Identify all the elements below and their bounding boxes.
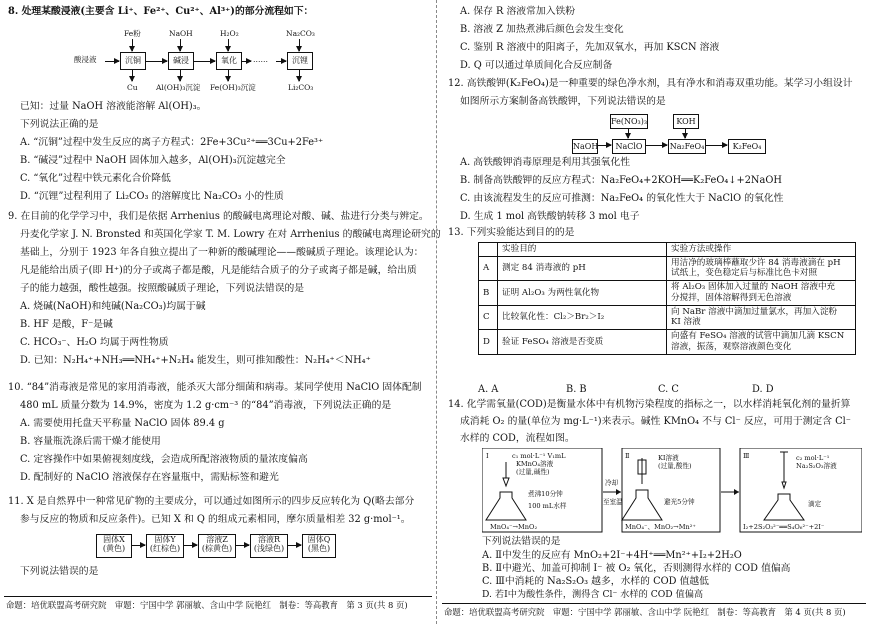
arrow-head bbox=[734, 489, 739, 495]
flow-box-chenli: 沉锂 bbox=[287, 52, 313, 70]
arrow-head bbox=[616, 489, 621, 495]
flow-arrow bbox=[241, 61, 251, 62]
flow-arrow bbox=[276, 61, 286, 62]
q11-line1: 11. X 是自然界中一种常见矿物的主要成分，可以通过如图所示的四步反应转化为 Q(略去部分 bbox=[8, 496, 415, 507]
q11-line2: 参与反应的物质和反应条件)。已知 X 和 Q 的组成元素相同，摩尔质量相差 32 g·mol⁻¹。 bbox=[20, 514, 411, 525]
op-line: 向盛有 FeSO₄ 溶液的试管中滴加几滴 KSCN bbox=[671, 331, 845, 342]
q13-choice-c: C. C bbox=[658, 384, 679, 395]
q9-option-b: B. HF 是酸，F⁻是碱 bbox=[20, 319, 113, 330]
table-header-cell bbox=[479, 243, 498, 257]
reagent-naoh: NaOH bbox=[169, 29, 193, 38]
q11-option-b: B. 溶液 Z 加热煮沸后颜色会发生变化 bbox=[460, 24, 624, 35]
q13-choice-b: B. B bbox=[566, 384, 587, 395]
table-cell-key: D bbox=[479, 330, 498, 354]
flow-arrow bbox=[131, 545, 145, 546]
q14-option-c: C. Ⅲ中消耗的 Na₂S₂O₃ 越多，水样的 COD 值越低 bbox=[482, 576, 709, 587]
q11-box-q bbox=[302, 534, 336, 558]
table-cell-op bbox=[667, 330, 856, 354]
right-footer: 命题：培优联盟高考研究院 审题：宁国中学 郭丽敏、含山中学 阮艳红 制卷：等高教育 第 4 页(共 8 页) bbox=[444, 607, 846, 617]
q11-box-y bbox=[146, 534, 184, 558]
q13-choice-a: A. A bbox=[478, 384, 499, 395]
q14-line1: 14. 化学需氧量(COD)是衡量水体中有机物污染程度的指标之一，以水样消耗氧化剂的量折算 bbox=[448, 399, 851, 410]
q9-line3: 基础上，分别于 1923 年各自独立提出了一种新的酸碱理论——酸碱质子理论。该理论认为： bbox=[20, 247, 424, 258]
output-aloh3: Al(OH)₃沉淀 bbox=[156, 83, 201, 92]
q8-ask: 下列说法正确的是 bbox=[20, 119, 99, 130]
table-header-cell: 实验目的 bbox=[498, 243, 667, 257]
flow-arrow bbox=[705, 145, 727, 146]
q10-line1: 10. “84”消毒液是常见的家用消毒液，能杀灭大部分细菌和病毒。某同学使用 NaClO 固体配制 bbox=[8, 382, 422, 393]
reagent1-cond: (过量,碱性) bbox=[516, 468, 550, 476]
q9-option-d: D. 已知：N₂H₄⁺+NH₃══NH₄⁺+N₂H₄ 能发生，则可推知酸性：N₂H₄⁺＜NH₄⁺ bbox=[20, 355, 371, 366]
op-line: KI 溶液 bbox=[671, 317, 701, 328]
flow-arrow bbox=[105, 61, 119, 62]
q11-box-r bbox=[250, 534, 288, 558]
flask-icon bbox=[764, 494, 804, 520]
table-header-row bbox=[479, 243, 856, 257]
flow-arrow bbox=[145, 61, 167, 62]
output-li2co3: Li₂CO₃ bbox=[288, 83, 314, 92]
q8-option-c: C. “氧化”过程中铁元素化合价降低 bbox=[20, 173, 171, 184]
q14-line2: 成消耗 O₂ 的量(单位为 mg·L⁻¹)来表示。碱性 KMnO₄ 不与 Cl⁻ 反应，可用于测定含 Cl⁻ bbox=[460, 416, 851, 427]
reagent1-conc: c₁ mol·L⁻¹ V₁mL bbox=[512, 452, 566, 460]
reagent1-name: KMnO₄溶液 bbox=[516, 460, 554, 468]
q10-option-c: C. 定容操作中如果俯视刻度线，会造成所配溶液物质的量浓度偏高 bbox=[20, 454, 308, 465]
flow-arrow bbox=[180, 39, 181, 51]
q12-line1: 12. 高铁酸钾(K₂FeO₄)是一种重要的绿色净水剂，具有净水和消毒双重功能。某学习小组设计 bbox=[448, 78, 853, 89]
table-row bbox=[479, 330, 856, 354]
q12-line2: 如图所示方案制备高铁酸钾，下列说法错误的是 bbox=[460, 96, 666, 107]
table-cell-op bbox=[667, 281, 856, 305]
step1-label: Ⅰ bbox=[486, 452, 489, 460]
step1-heat: 煮沸10分钟 bbox=[528, 490, 563, 498]
step1-eq: MnO₄⁻→MnO₂ bbox=[490, 523, 538, 531]
flow-arrow bbox=[287, 545, 301, 546]
q11-option-c: C. 鉴别 R 溶液中的阳离子，先加双氧水，再加 KSCN 溶液 bbox=[460, 42, 720, 53]
footer-rule bbox=[4, 596, 432, 597]
q11-box-z bbox=[198, 534, 236, 558]
step2-label: Ⅱ bbox=[625, 452, 630, 460]
q9-line5: 子的能力越强，酸性越强。按照酸碱质子理论，下列说法错误的是 bbox=[20, 283, 305, 294]
box-label: 溶液Z (棕黄色) bbox=[201, 535, 233, 554]
q9-option-a: A. 烧碱(NaOH)和纯碱(Na₂CO₃)均属于碱 bbox=[20, 301, 206, 312]
step1-sample: 100 mL水样 bbox=[528, 502, 567, 510]
op-line: 向 NaBr 溶液中滴加过量氯水，再加入淀粉 bbox=[671, 306, 838, 317]
table-row bbox=[479, 305, 856, 329]
q8-option-d: D. “沉锂”过程利用了 Li₂CO₃ 的溶解度比 Na₂CO₃ 小的性质 bbox=[20, 191, 284, 202]
q12-option-c: C. 由该流程发生的反应可推测：Na₂FeO₄ 的氧化性大于 NaClO 的氧化性 bbox=[460, 193, 784, 204]
reagent3-name: Na₂S₂O₃溶液 bbox=[796, 462, 837, 470]
q11-option-a: A. 保存 R 溶液常加入铁粉 bbox=[460, 6, 576, 17]
reagent-h2o2: H₂O₂ bbox=[220, 29, 239, 38]
q13-choice-d: D. D bbox=[752, 384, 774, 395]
step3-label: Ⅲ bbox=[743, 452, 750, 460]
mid-cool: 冷却 bbox=[605, 479, 619, 487]
output-feoh3: Fe(OH)₃沉淀 bbox=[210, 83, 256, 92]
flow-arrow bbox=[628, 128, 629, 138]
q10-line2: 480 mL 质量分数为 14.9%，密度为 1.2 g·cm⁻³ 的“84”消毒液，下列说法正确的是 bbox=[20, 400, 392, 411]
q12-box-naoh: NaOH bbox=[572, 139, 598, 154]
q12-option-b: B. 制备高铁酸钾的反应方程式：Na₂FeO₄+2KOH══K₂FeO₄↓+2NaOH bbox=[460, 175, 782, 186]
flow-arrow bbox=[183, 545, 197, 546]
op-line: 分搅拌，固体溶解得到无色溶液 bbox=[671, 292, 792, 303]
op-line: 试纸上，变色稳定后与标准比色卡对照 bbox=[671, 268, 818, 279]
q12-option-a: A. 高铁酸钾消毒原理是利用其强氧化性 bbox=[460, 157, 631, 168]
box-label: 溶液R (浅绿色) bbox=[253, 535, 285, 554]
q13-table bbox=[478, 242, 856, 355]
q9-line1: 9. 在目前的化学学习中，我们是依据 Arrhenius 的酸碱电离理论对酸、碱、盐进行分类与辨定。 bbox=[8, 211, 429, 222]
table-cell-key: A bbox=[479, 256, 498, 280]
q9-line2: 丹麦化学家 J. N. Bronsted 和英国化学家 T. M. Lowry 在对 Arrhenius 的酸碱电离理论研究的 bbox=[20, 229, 441, 240]
q14-option-d: D. 若Ⅰ中为酸性条件，测得含 Cl⁻ 水样的 COD 值偏高 bbox=[482, 589, 704, 600]
box-label: 固体Q (黑色) bbox=[307, 535, 331, 554]
q12-box-naclo: NaClO bbox=[612, 139, 646, 154]
q14-option-a: A. Ⅱ中发生的反应有 MnO₂+2I⁻+4H⁺══Mn²⁺+I₂+2H₂O bbox=[482, 550, 742, 561]
mid-room: 至室温 bbox=[603, 498, 623, 506]
q10-option-a: A. 需要使用托盘天平称量 NaClO 固体 89.4 g bbox=[20, 418, 225, 429]
table-cell-goal: 比较氧化性：Cl₂＞Br₂＞I₂ bbox=[498, 305, 667, 329]
q11-box-x bbox=[96, 534, 132, 558]
q14-line3: 水样的 COD，流程如图。 bbox=[460, 433, 575, 444]
q13-stem: 13. 下列实验能达到目的的是 bbox=[448, 227, 575, 238]
left-footer: 命题：培优联盟高考研究院 审题：宁国中学 郭丽敏、含山中学 阮艳红 制卷：等高教育 第 3 页(共 8 页) bbox=[6, 600, 408, 610]
burette-icon bbox=[780, 452, 788, 488]
q14-option-b: B. Ⅱ中避光、加盖可抑制 I⁻ 被 O₂ 氧化，否则测得水样的 COD 值偏高 bbox=[482, 563, 791, 574]
table-row bbox=[479, 281, 856, 305]
table-cell-key: B bbox=[479, 281, 498, 305]
q14-apparatus-figure bbox=[482, 448, 862, 534]
step2-eq: MnO₄⁻、MnO₂→Mn²⁺ bbox=[625, 523, 696, 531]
right-page bbox=[438, 0, 870, 624]
op-line: 用洁净的玻璃棒蘸取少许 84 消毒液滴在 pH bbox=[671, 257, 841, 268]
flow-arrow bbox=[228, 39, 229, 51]
dropper-icon bbox=[638, 458, 646, 484]
q10-option-d: D. 配制好的 NaClO 溶液保存在容量瓶中，需贴标签和避光 bbox=[20, 472, 279, 483]
box-label: 固体X (黄色) bbox=[102, 535, 126, 554]
reagent3-conc: c₂ mol·L⁻¹ bbox=[796, 454, 830, 462]
q8-known: 已知：过量 NaOH 溶液能溶解 Al(OH)₃。 bbox=[20, 101, 207, 112]
q12-option-d: D. 生成 1 mol 高铁酸钠转移 3 mol 电子 bbox=[460, 211, 640, 222]
reagent-na2co3: Na₂CO₃ bbox=[286, 29, 315, 38]
q11-ask: 下列说法错误的是 bbox=[20, 566, 99, 577]
op-line: 将 Al₂O₃ 固体加入过量的 NaOH 溶液中充 bbox=[671, 282, 836, 293]
q10-option-b: B. 容量瓶洗涤后需干燥才能使用 bbox=[20, 436, 161, 447]
flow-box-yanghua: 氧化 bbox=[216, 52, 242, 70]
q14-ask: 下列说法错误的是 bbox=[482, 536, 561, 547]
q9-option-c: C. HCO₃⁻、H₂O 均属于两性物质 bbox=[20, 337, 169, 348]
flow-dots: …… bbox=[253, 55, 268, 64]
flow-box-shentong: 沉铜 bbox=[120, 52, 146, 70]
q12-input-feno3: Fe(NO₃)₃ bbox=[610, 114, 648, 129]
flask-icon bbox=[622, 490, 662, 520]
op-line: 溶液，振荡，观察溶液颜色变化 bbox=[671, 341, 792, 352]
page-divider bbox=[436, 0, 437, 624]
q12-box-na2feo4: Na₂FeO₄ bbox=[668, 139, 706, 154]
flow-box-jianjin: 碱浸 bbox=[168, 52, 194, 70]
footer-rule bbox=[442, 603, 866, 604]
table-row bbox=[479, 256, 856, 280]
flow-arrow bbox=[228, 69, 229, 81]
flow-arrow bbox=[645, 145, 667, 146]
q12-input-koh: KOH bbox=[673, 114, 699, 129]
box-label: 固体Y (红棕色) bbox=[149, 535, 181, 554]
reagent-fe: Fe粉 bbox=[124, 29, 141, 38]
table-cell-op bbox=[667, 305, 856, 329]
flow-start: 酸浸液 bbox=[74, 55, 97, 64]
q11-option-d: D. Q 可以通过单质间化合反应制备 bbox=[460, 60, 613, 71]
step3-titrate: 滴定 bbox=[808, 500, 822, 508]
table-cell-goal: 证明 Al₂O₃ 为两性氧化物 bbox=[498, 281, 667, 305]
flow-arrow bbox=[180, 69, 181, 81]
flow-arrow bbox=[299, 69, 300, 81]
dropper-icon bbox=[503, 462, 509, 486]
q9-line4: 凡是能给出质子(即 H⁺)的分子或离子都是酸，凡是能结合质子的分子或离子都是碱，给出质 bbox=[20, 265, 417, 276]
output-cu: Cu bbox=[127, 83, 138, 92]
step3-eq: I₂+2S₂O₃²⁻══S₄O₆²⁻+2I⁻ bbox=[743, 523, 825, 531]
flow-arrow bbox=[132, 39, 133, 51]
table-cell-op bbox=[667, 256, 856, 280]
table-cell-key: C bbox=[479, 305, 498, 329]
reagent2-name: KI溶液 bbox=[658, 454, 679, 462]
flow-arrow bbox=[685, 128, 686, 138]
table-header-cell: 实验方法或操作 bbox=[667, 243, 856, 257]
q12-box-k2feo4: K₂FeO₄ bbox=[728, 139, 766, 154]
reagent2-cond: (过量,酸性) bbox=[658, 462, 692, 470]
flow-arrow bbox=[235, 545, 249, 546]
q8-option-b: B. “碱浸”过程中 NaOH 固体加入越多，Al(OH)₃沉淀越完全 bbox=[20, 155, 286, 166]
table-cell-goal: 验证 FeSO₄ 溶液是否变质 bbox=[498, 330, 667, 354]
flask-icon bbox=[486, 492, 526, 520]
flow-arrow bbox=[299, 39, 300, 51]
flow-arrow bbox=[193, 61, 215, 62]
table-cell-goal: 测定 84 消毒液的 pH bbox=[498, 256, 667, 280]
flow-arrow bbox=[597, 145, 611, 146]
q8-option-a: A. “沉铜”过程中发生反应的离子方程式：2Fe+3Cu²⁺══3Cu+2Fe³⁺ bbox=[20, 137, 324, 148]
q8-stem: 8. 处理某酸浸液(主要含 Li⁺、Fe²⁺、Cu²⁺、Al³⁺)的部分流程如下： bbox=[8, 6, 314, 17]
flow-arrow bbox=[132, 69, 133, 81]
step2-dark: 避光5分钟 bbox=[664, 498, 695, 506]
